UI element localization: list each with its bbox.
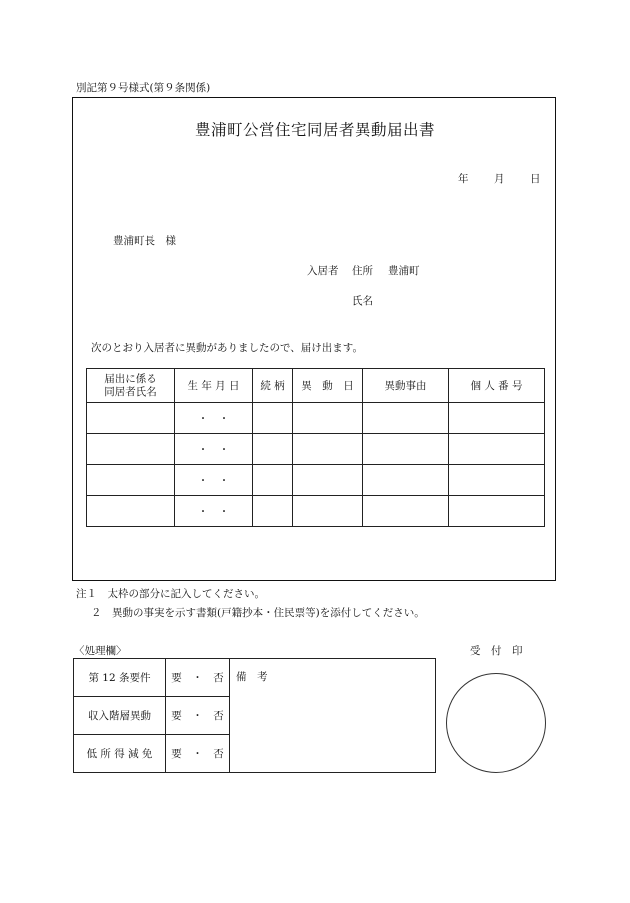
cell-birthdate[interactable]: ・ ・ — [175, 403, 253, 434]
stamp-label: 受 付 印 — [470, 645, 523, 657]
col-header-name — [87, 369, 175, 403]
cell-name[interactable] — [87, 465, 175, 496]
processing-choice[interactable]: 要 ・ 否 — [166, 697, 230, 735]
processing-item: 第 12 条要件 — [74, 659, 166, 697]
table-row — [87, 403, 545, 434]
col-header-personal-number: 個 人 番 号 — [449, 369, 545, 403]
cell-change-date[interactable] — [293, 403, 363, 434]
col-header-relation: 続 柄 — [253, 369, 293, 403]
remarks-label: 備 考 — [236, 671, 268, 683]
change-table — [86, 368, 545, 527]
cell-personal-number[interactable] — [449, 496, 545, 527]
cell-reason[interactable] — [363, 403, 449, 434]
address-value: 豊浦町 — [388, 265, 420, 277]
date-year-label: 年 — [458, 173, 469, 185]
table-row — [87, 496, 545, 527]
name-label: 氏名 — [352, 295, 373, 307]
processing-item: 低 所 得 減 免 — [74, 735, 166, 773]
processing-table — [73, 658, 436, 773]
date-day-label: 日 — [530, 173, 541, 185]
col-header-name-line2: 同居者氏名 — [104, 385, 157, 398]
processing-item: 収入階層異動 — [74, 697, 166, 735]
processing-row — [74, 659, 436, 697]
reception-stamp-circle — [446, 673, 546, 773]
col-header-change-date: 異 動 日 — [293, 369, 363, 403]
note-2: ２ 異動の事実を示す書類(戸籍抄本・住民票等)を添付してください。 — [91, 607, 425, 619]
col-header-name-line1: 届出に係る — [104, 372, 157, 385]
cell-relation[interactable] — [253, 434, 293, 465]
statement: 次のとおり入居者に異動がありましたので、届け出ます。 — [91, 342, 363, 354]
cell-change-date[interactable] — [293, 465, 363, 496]
processing-label: 〈処理欄〉 — [74, 645, 127, 657]
cell-birthdate[interactable]: ・ ・ — [175, 465, 253, 496]
table-row — [87, 465, 545, 496]
processing-choice[interactable]: 要 ・ 否 — [166, 735, 230, 773]
remarks-cell[interactable] — [230, 659, 436, 773]
applicant-label: 入居者 — [307, 265, 339, 277]
note-1: 注１ 太枠の部分に記入してください。 — [76, 588, 265, 600]
cell-name[interactable] — [87, 434, 175, 465]
addressee: 豊浦町長 様 — [113, 235, 176, 247]
cell-name[interactable] — [87, 496, 175, 527]
table-row — [87, 434, 545, 465]
page-title: 豊浦町公営住宅同居者異動届出書 — [194, 121, 435, 139]
cell-birthdate[interactable]: ・ ・ — [175, 496, 253, 527]
col-header-reason: 異動事由 — [363, 369, 449, 403]
col-header-birthdate: 生 年 月 日 — [175, 369, 253, 403]
cell-change-date[interactable] — [293, 434, 363, 465]
cell-relation[interactable] — [253, 496, 293, 527]
table-header-row — [87, 369, 545, 403]
date-month-label: 月 — [494, 173, 505, 185]
cell-relation[interactable] — [253, 465, 293, 496]
cell-change-date[interactable] — [293, 496, 363, 527]
cell-reason[interactable] — [363, 465, 449, 496]
cell-reason[interactable] — [363, 496, 449, 527]
address-label: 住所 — [352, 265, 373, 277]
cell-birthdate[interactable]: ・ ・ — [175, 434, 253, 465]
form-number: 別記第９号様式(第９条関係) — [76, 82, 211, 94]
cell-reason[interactable] — [363, 434, 449, 465]
cell-personal-number[interactable] — [449, 434, 545, 465]
cell-personal-number[interactable] — [449, 465, 545, 496]
cell-personal-number[interactable] — [449, 403, 545, 434]
cell-relation[interactable] — [253, 403, 293, 434]
cell-name[interactable] — [87, 403, 175, 434]
processing-choice[interactable]: 要 ・ 否 — [166, 659, 230, 697]
